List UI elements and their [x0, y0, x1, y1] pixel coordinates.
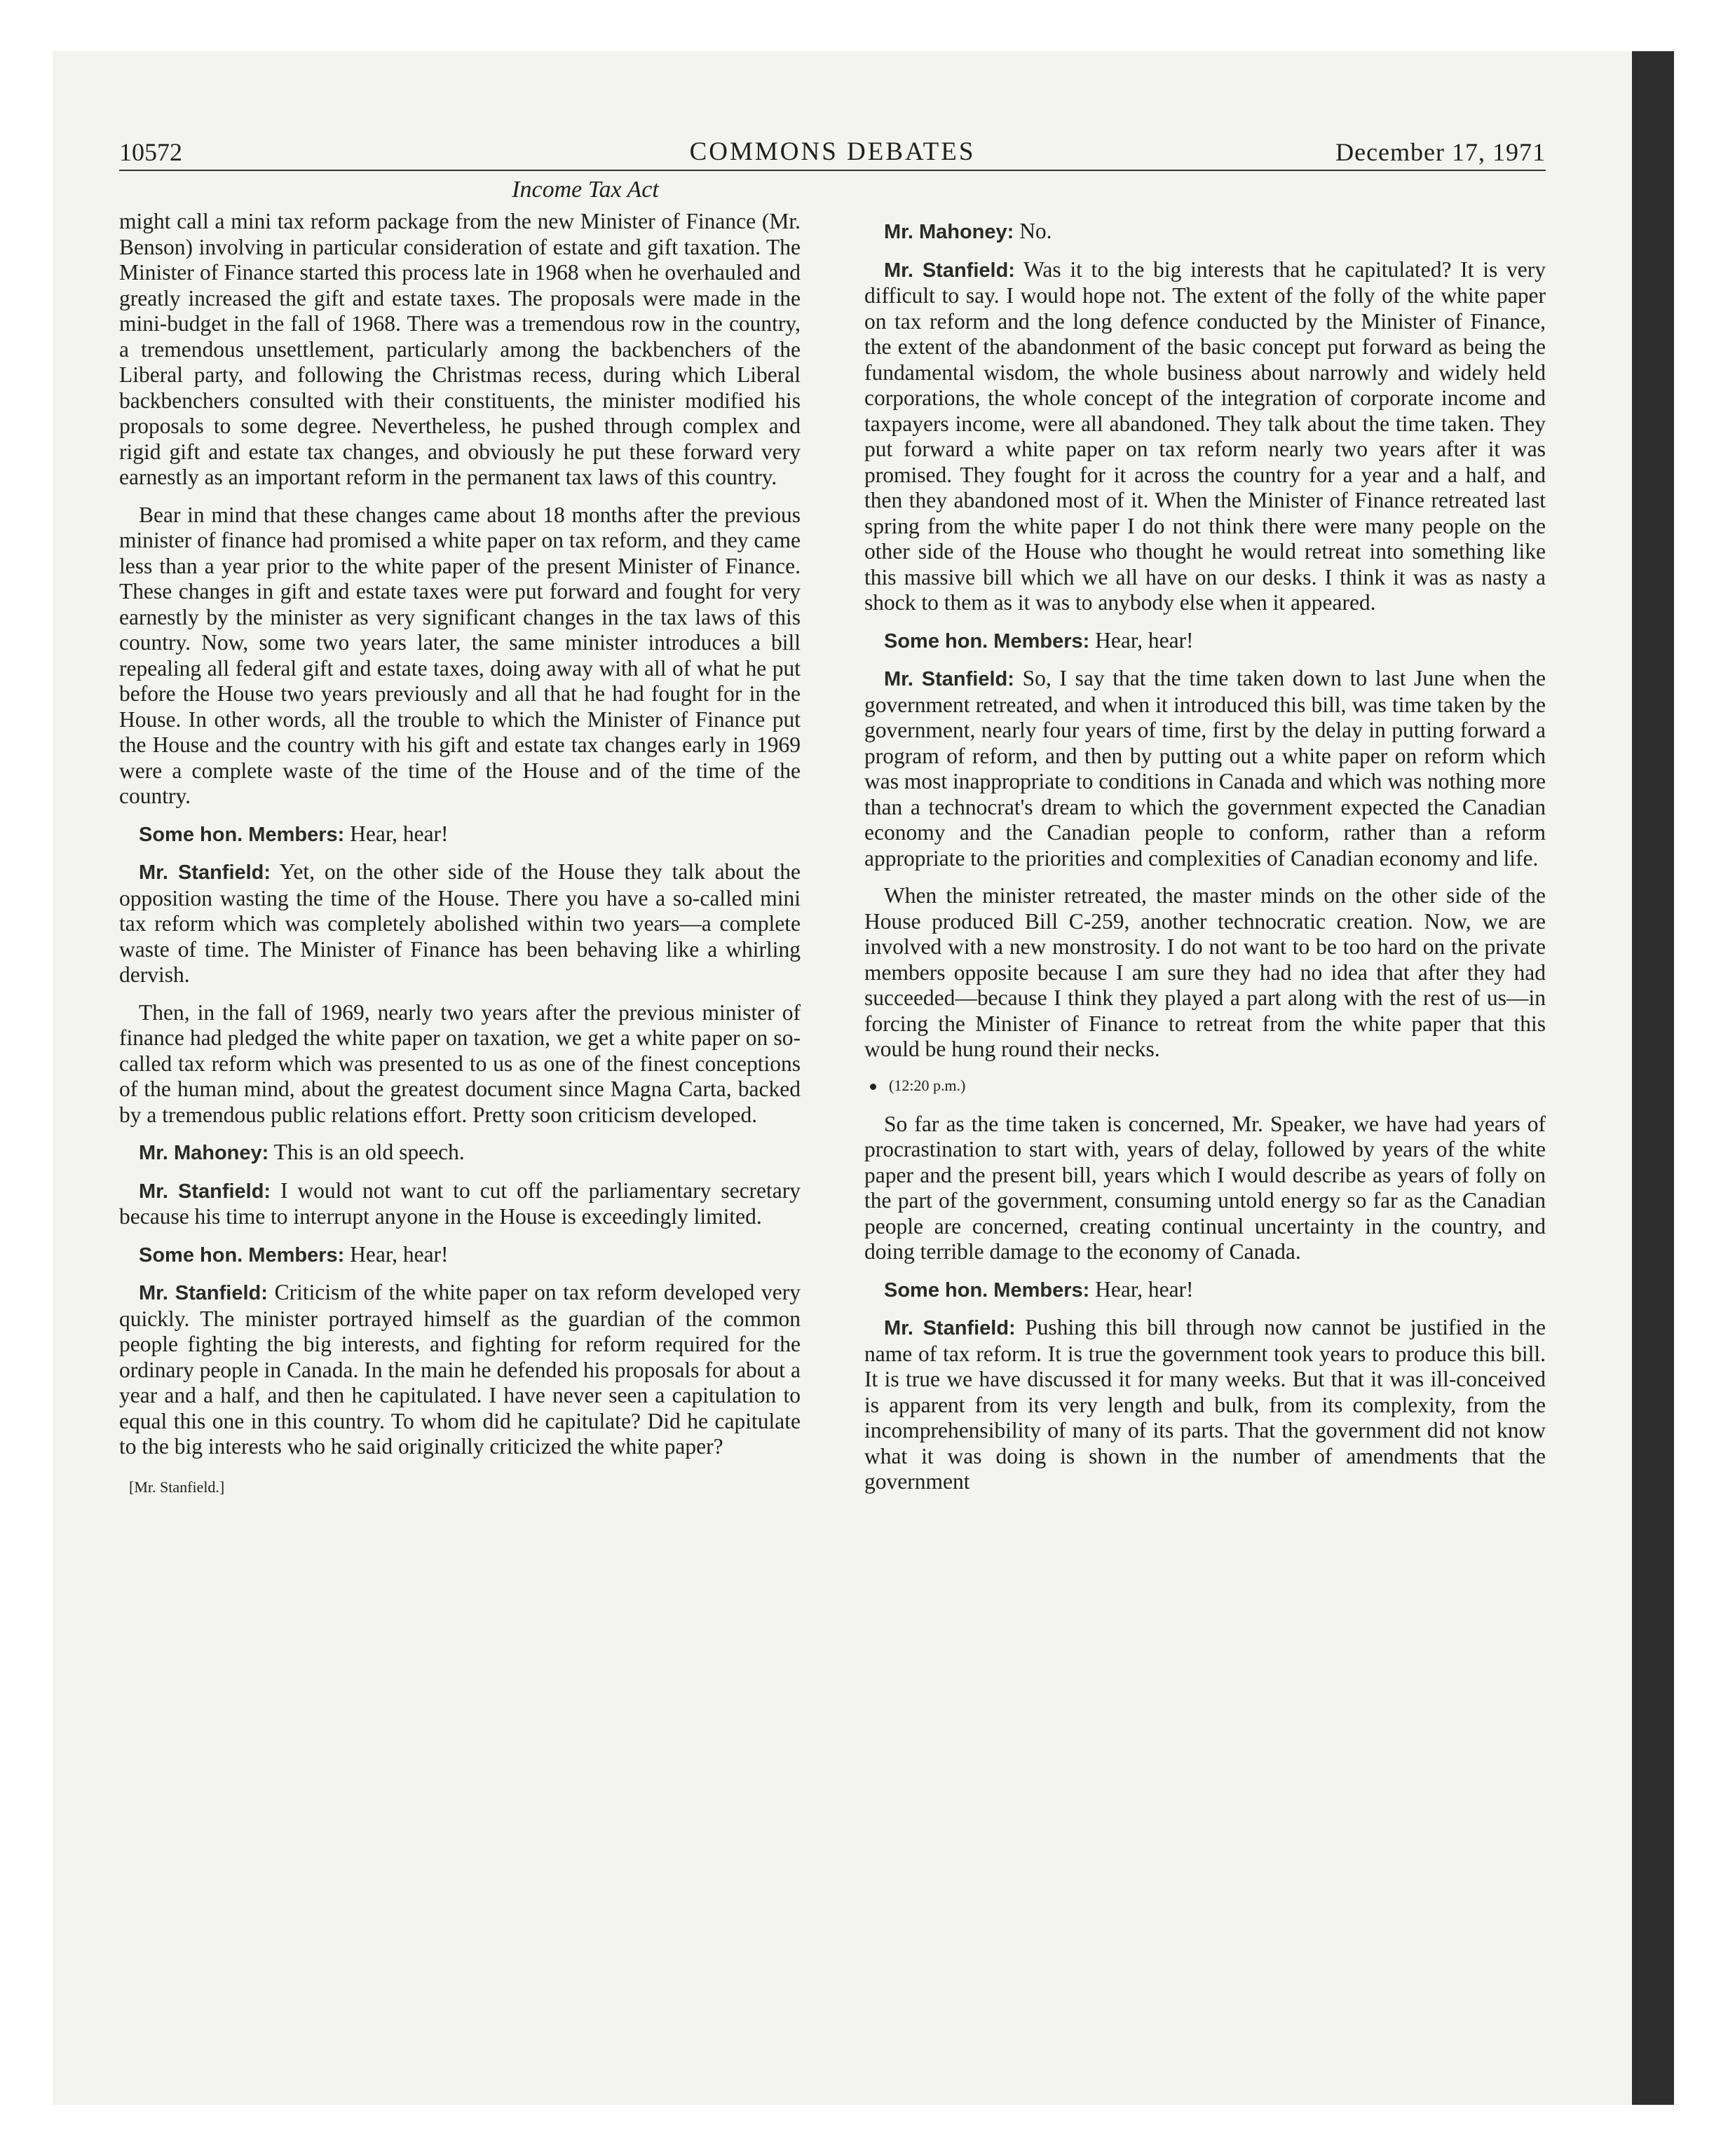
speaker-name: Mr. Stanfield: — [139, 861, 271, 884]
speaker-name: Mr. Mahoney: — [139, 1142, 269, 1164]
speaker-name: Some hon. Members: — [884, 629, 1090, 653]
paragraph — [864, 666, 1546, 871]
paragraph-text: Was it to the big interests that he capitulated? It is very difficult to say. I would hope not. The extent of the folly of the white paper on tax reform and the long defence conducted by the Minister of Finance, the extent of the abandonment of the basic concept put forward as being the fundamental wisdom, the whole business about narrowly and widely held corporations, the whole concept of the integration of corporate income and taxpayers income, were all abandoned. They talk about the time taken. They put forward a white paper on tax reform nearly two years after it was promised. They fought for it across the country for a year and a half, and then they abandoned most of it. When the Minister of Finance retreated last spring from the white paper I do not think there were many people on the other side of the House who thought he would retreat into something like this massive bill which we all have on our desks. I think it was as nasty a shock to them as it was to anybody else when it appeared. — [864, 257, 1546, 615]
speaker-continuation-note: [Mr. Stanfield.] — [129, 1478, 225, 1496]
timestamp — [870, 1077, 1546, 1095]
paragraph — [119, 859, 801, 988]
speaker-name: Mr. Stanfield: — [884, 1317, 1016, 1339]
journal-title: COMMONS DEBATES — [689, 137, 976, 166]
paragraph-text: Hear, hear! — [350, 1241, 449, 1267]
paragraph-text: Criticism of the white paper on tax reform developed very quickly. The minister portrayed himself as the guardian of the common people fighting the big interests, and fighting for reform required for the ordinary people in Canada. In the main he defended his proposals for about a year and a half, and then he capitulated. I have never seen a capitulation to equal this one in this country. To whom did he capitulate? Did he capitulate to the big interests who he said originally criticized the white paper? — [119, 1280, 801, 1459]
paragraph-text: Yet, on the other side of the House they talk about the opposition wasting the time of the House. There you have a so-called mini tax reform which was completely abolished within two years—a complete waste of time. The Minister of Finance has been behaving like a whirling dervish. — [119, 859, 801, 987]
paragraph-text: This is an old speech. — [273, 1140, 465, 1164]
right-column-paragraphs-top — [864, 219, 1546, 1063]
page-header — [119, 133, 1546, 171]
paragraph-text: So, I say that the time taken down to last June when the government retreated, and when it introduced this bill, was time taken by the government, nearly four years of time, first by the delay in putting forward a program of reform, and then by putting out a white paper on reform which was most inappropriate to conditions in Canada and which was nothing more than a technocrat's dream to which the government expected the Canadian economy and the Canadian people to conform, rather than a reform appropriate to the priorities and complexities of Canadian economy and life. — [864, 666, 1546, 871]
paragraph-text: When the minister retreated, the master minds on the other side of the House produced Bill C-259, another technocratic creation. Now, we are involved with a new monstrosity. I do not want to be too hard on the private members opposite because I am sure they had no idea that after they had succeeded—because I think they played a part along with the rest of us—in forcing the Minister of Finance to retreat from the white paper that this would be hung round their necks. — [864, 883, 1546, 1061]
speaker-name: Mr. Stanfield: — [139, 1282, 268, 1304]
paragraph — [864, 883, 1546, 1063]
paragraph — [864, 1277, 1546, 1304]
paragraph — [864, 1112, 1546, 1265]
speaker-name: Mr. Stanfield: — [139, 1180, 271, 1203]
paragraph-text: Pushing this bill through now cannot be justified in the name of tax reform. It is true the government took years to produce this bill. It is true we have discussed it for many weeks. But that it was ill-conceived is apparent from its very length and bulk, from its complexity, from the incomprehensibility of many of its parts. That the government did not know what it was doing is shown in the number of amendments that the government — [864, 1315, 1546, 1494]
paragraph-text: No. — [1019, 219, 1052, 243]
bullet-icon — [870, 1084, 876, 1090]
paragraph — [864, 628, 1546, 655]
paragraph — [119, 503, 801, 810]
running-title: Income Tax Act — [512, 177, 659, 203]
document-page — [119, 133, 1546, 1507]
paragraph-text: I would not want to cut off the parliamentary secretary because his time to interrupt anyone in the House is exceedingly limited. — [119, 1178, 801, 1229]
paragraph-text: might call a mini tax reform package from the new Minister of Finance (Mr. Benson) involving in particular consideration of estate and gift taxation. The Minister of Finance started this process late in 1968 when he overhauled and greatly increased the gift and estate taxes. The proposals were made in the mini-budget in the fall of 1968. There was a tremendous row in the country, a tremendous unsettlement, particularly among the backbenchers of the Liberal party, and following the Christmas recess, during which Liberal backbenchers consulted with their constituents, the minister modified his proposals to some degree. Nevertheless, he pushed through complex and rigid gift and estate tax changes, and obviously he put these forward very earnestly as an important reform in the permanent tax laws of this country. — [119, 209, 801, 489]
speaker-name: Mr. Mahoney: — [884, 221, 1014, 243]
paragraph-text: So far as the time taken is concerned, Mr. Speaker, we have had years of procrastination to start with, years of delay, followed by years of the white paper and the present bill, years which I would describe as years of folly on the part of the government, consuming untold energy so far as the Canadian people are concerned, creating continual uncertainty in the country, and doing terrible damage to the economy of Canada. — [864, 1111, 1546, 1264]
speaker-name: Mr. Stanfield: — [884, 259, 1015, 282]
right-column — [864, 209, 1546, 1507]
page-number: 10572 — [119, 138, 182, 166]
speaker-name: Some hon. Members: — [884, 1278, 1090, 1302]
speaker-name: Some hon. Members: — [139, 823, 345, 846]
paragraph-text: Hear, hear! — [350, 821, 449, 846]
paragraph — [119, 1178, 801, 1230]
left-column — [119, 209, 801, 1507]
paragraph — [119, 1000, 801, 1128]
left-column-paragraphs — [119, 209, 801, 1460]
paragraph — [119, 1242, 801, 1269]
paragraph-text: Bear in mind that these changes came about 18 months after the previous minister of finance had promised a white paper on tax reform, and they came less than a year prior to the white paper of the present Minister of Finance. These changes in gift and estate taxes were put forward and fought for very earnestly by the minister as very significant changes in the tax laws of this country. Now, some two years later, the same minister introduces a bill repealing all federal gift and estate taxes, doing away with all of what he put before the House two years previously and all that he had fought for in the House. In other words, all the trouble to which the Minister of Finance put the House and the country with his gift and estate tax changes early in 1969 were a complete waste of the time of the House and of the time of the country. — [119, 502, 801, 808]
book-spine-shadow — [1632, 51, 1674, 2105]
paragraph — [864, 1315, 1546, 1495]
paragraph-text: Hear, hear! — [1095, 1276, 1194, 1302]
paragraph — [864, 257, 1546, 616]
speaker-name: Some hon. Members: — [139, 1243, 345, 1267]
header-date: December 17, 1971 — [1335, 138, 1546, 166]
speaker-name: Mr. Stanfield: — [884, 668, 1014, 690]
paragraph — [119, 821, 801, 848]
right-column-paragraphs-bottom — [864, 1112, 1546, 1495]
text-columns — [119, 209, 1546, 1507]
timestamp-text: (12:20 p.m.) — [889, 1076, 966, 1094]
paragraph — [864, 219, 1546, 245]
paragraph-text: Hear, hear! — [1095, 627, 1194, 653]
paragraph — [119, 1280, 801, 1460]
paragraph-text: Then, in the fall of 1969, nearly two years after the previous minister of finance had pledged the white paper on taxation, we get a white paper on so-called tax reform which was presented to us as one of the finest conceptions of the human mind, about the greatest document since Magna Carta, backed by a tremendous public relations effort. Pretty soon criticism developed. — [119, 999, 801, 1127]
paragraph — [119, 1140, 801, 1166]
paragraph — [119, 209, 801, 491]
